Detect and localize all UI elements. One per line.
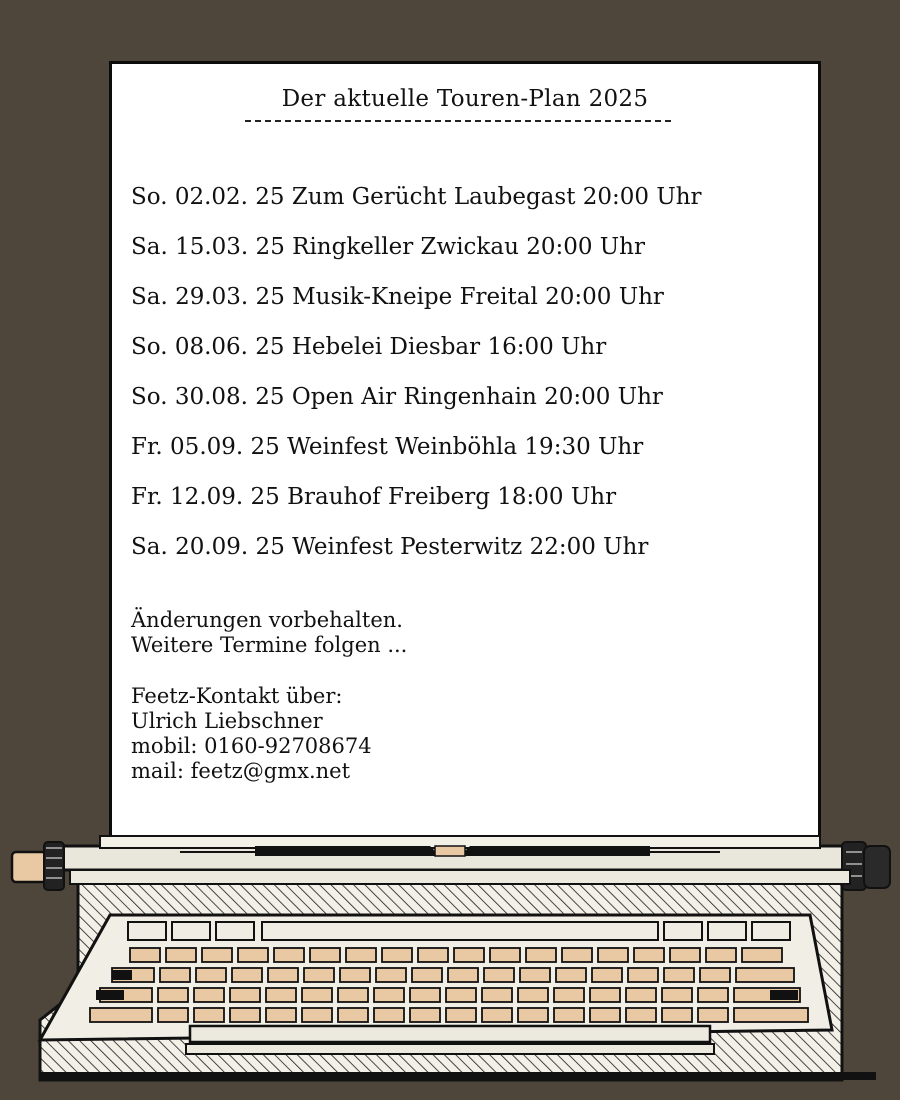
contact-name: Ulrich Liebschner	[131, 709, 323, 733]
contact-mail: mail: feetz@gmx.net	[131, 759, 351, 783]
notes-line: Weitere Termine folgen ...	[131, 633, 408, 657]
tour-date-item: Sa. 20.09. 25 Weinfest Pesterwitz 22:00 Uhr	[131, 534, 649, 560]
space-bar	[190, 1026, 710, 1042]
tour-date-item: Sa. 15.03. 25 Ringkeller Zwickau 20:00 Uhr	[131, 234, 645, 260]
typewriter-illustration	[0, 830, 900, 1100]
notes-line: Änderungen vorbehalten.	[131, 608, 403, 632]
tour-date-item: So. 30.08. 25 Open Air Ringenhain 20:00 Uhr	[131, 384, 663, 410]
tour-dates-list	[131, 182, 702, 582]
contact-mobile: mobil: 0160-92708674	[131, 734, 372, 758]
contact-heading: Feetz-Kontakt über:	[131, 684, 343, 708]
tour-date-item: Sa. 29.03. 25 Musik-Kneipe Freital 20:00 Uhr	[131, 284, 664, 310]
platen-roller	[60, 836, 850, 870]
notes-block	[131, 608, 407, 658]
tour-date-item: So. 02.02. 25 Zum Gerücht Laubegast 20:00 Uhr	[131, 184, 702, 210]
platen-knob-left	[12, 842, 64, 890]
tour-date-item: So. 08.06. 25 Hebelei Diesbar 16:00 Uhr	[131, 334, 607, 360]
title-underline	[245, 120, 671, 122]
tour-date-item: Fr. 05.09. 25 Weinfest Weinböhla 19:30 Uhr	[131, 434, 644, 460]
paper-sheet	[109, 61, 821, 846]
tour-date-item: Fr. 12.09. 25 Brauhof Freiberg 18:00 Uhr	[131, 484, 617, 510]
page-title: Der aktuelle Touren-Plan 2025	[281, 86, 649, 112]
contact-block	[131, 684, 372, 784]
